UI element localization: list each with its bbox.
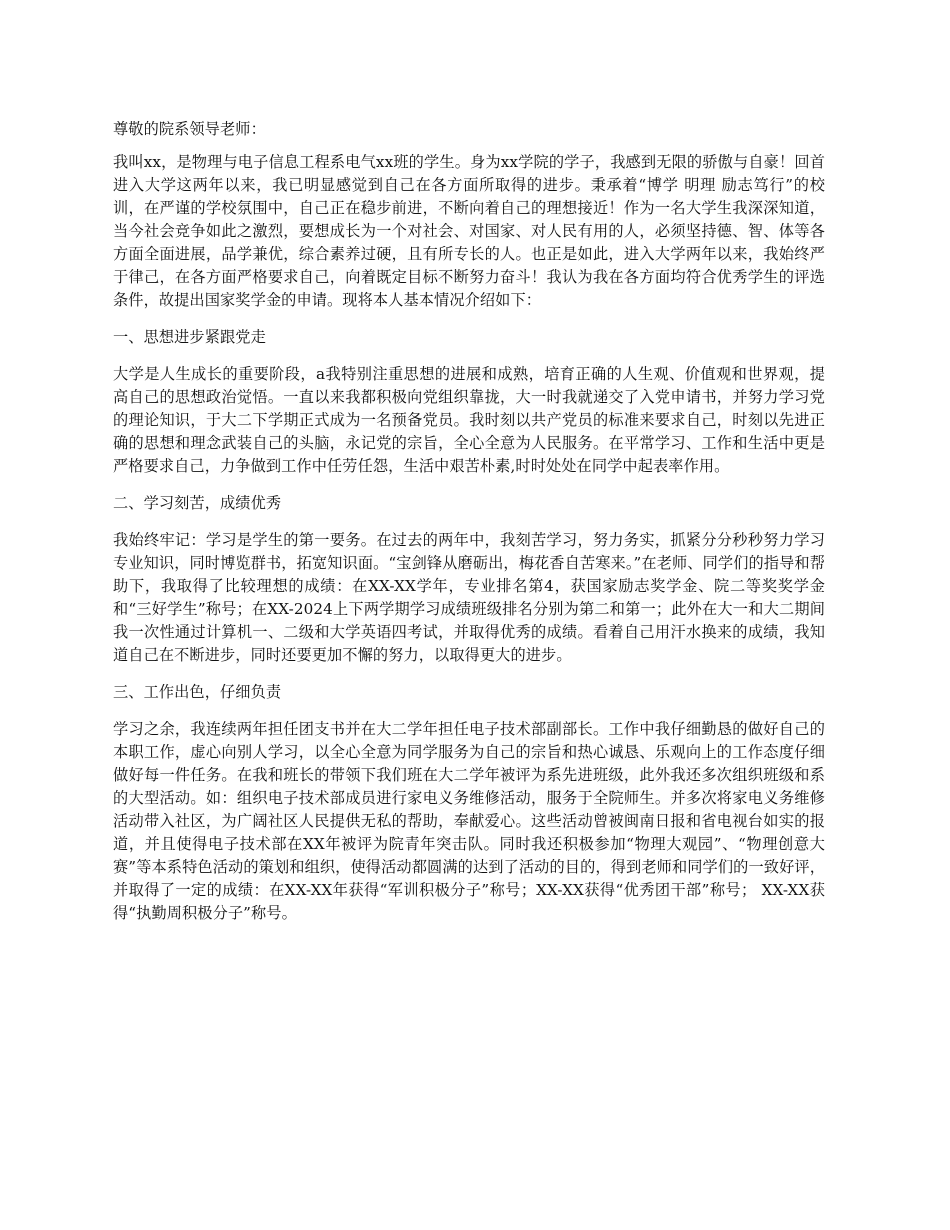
section-heading-study: 二、学习刻苦，成绩优秀 (113, 494, 282, 512)
intro-paragraph: 我叫xx，是物理与电子信息工程系电气xx班的学生。身为xx学院的学子，我感到无限的骄傲与自豪！回首进入大学这两年以来，我已明显感觉到自己在各方面所取得的进步。秉承着“博学 明理 励志笃行”的校训，在严谨的学校氛围中，自己正在稳步前进，不断向着自己的理想接近！作为一名大学生我深深知道，当今社会竞争如此之激烈，要想成长为一个对社会、对国家、对人民有用的人，必须坚持德、智、体等各方面全面进展，品学兼优，综合素养过硬，且有所专长的人。也正是如此，进入大学两年以来，我始终严于律己，在各方面严格要求自己，向着既定目标不断努力奋斗！我认为我在各方面均符合优秀学生的评选条件，故提出国家奖学金的申请。现将本人基本情况介绍如下： (113, 153, 825, 309)
salutation: 尊敬的院系领导老师： (113, 120, 266, 138)
document-page (113, 118, 825, 939)
section-heading-work: 三、工作出色，仔细负责 (113, 683, 282, 701)
section-heading-thought: 一、思想进步紧跟党走 (113, 328, 266, 346)
section-body-thought: 大学是人生成长的重要阶段，a我特别注重思想的进展和成熟，培育正确的人生观、价值观和世界观，提高自己的思想政治觉悟。一直以来我都积极向党组织靠拢，大一时我就递交了入党申请书，并努力学习党的理论知识，于大二下学期正式成为一名预备党员。我时刻以共产党员的标准来要求自己，时刻以先进正确的思想和理念武装自己的头脑，永记党的宗旨，全心全意为人民服务。在平常学习、工作和生活中更是严格要求自己，力争做到工作中任劳任怨，生活中艰苦朴素,时时处处在同学中起表率作用。 (113, 365, 825, 475)
section-body-work: 学习之余，我连续两年担任团支书并在大二学年担任电子技术部副部长。工作中我仔细勤恳的做好自己的本职工作，虚心向别人学习，以全心全意为同学服务为自己的宗旨和热心诚恳、乐观向上的工作态度仔细做好每一件任务。在我和班长的带领下我们班在大二学年被评为系先进班级，此外我还多次组织班级和系的大型活动。如：组织电子技术部成员进行家电义务维修活动，服务于全院师生。并多次将家电义务维修活动带入社区，为广阔社区人民提供无私的帮助，奉献爱心。这些活动曾被闽南日报和省电视台如实的报道，并且使得电子技术部在XX年被评为院青年突击队。同时我还积极参加“物理大观园”、“物理创意大赛”等本系特色活动的策划和组织，使得活动都圆满的达到了活动的目的，得到老师和同学们的一致好评，并取得了一定的成绩：在XX-XX年获得“军训积极分子”称号；XX-XX获得“优秀团干部”称号； XX-XX获得“执勤周积极分子”称号。 (113, 720, 825, 922)
section-body-study: 我始终牢记：学习是学生的第一要务。在过去的两年中，我刻苦学习，努力务实，抓紧分分秒秒努力学习专业知识，同时博览群书，拓宽知识面。“宝剑锋从磨砺出，梅花香自苦寒来。”在老师、同学们的指导和帮助下，我取得了比较理想的成绩：在XX-XX学年，专业排名第4，获国家励志奖学金、院二等奖奖学金和“三好学生”称号；在XX-2024上下两学期学习成绩班级排名分别为第二和第一；此外在大一和大二期间我一次性通过计算机一、二级和大学英语四考试，并取得优秀的成绩。看着自己用汗水换来的成绩，我知道自己在不断进步，同时还要更加不懈的努力，以取得更大的进步。 (113, 531, 825, 664)
